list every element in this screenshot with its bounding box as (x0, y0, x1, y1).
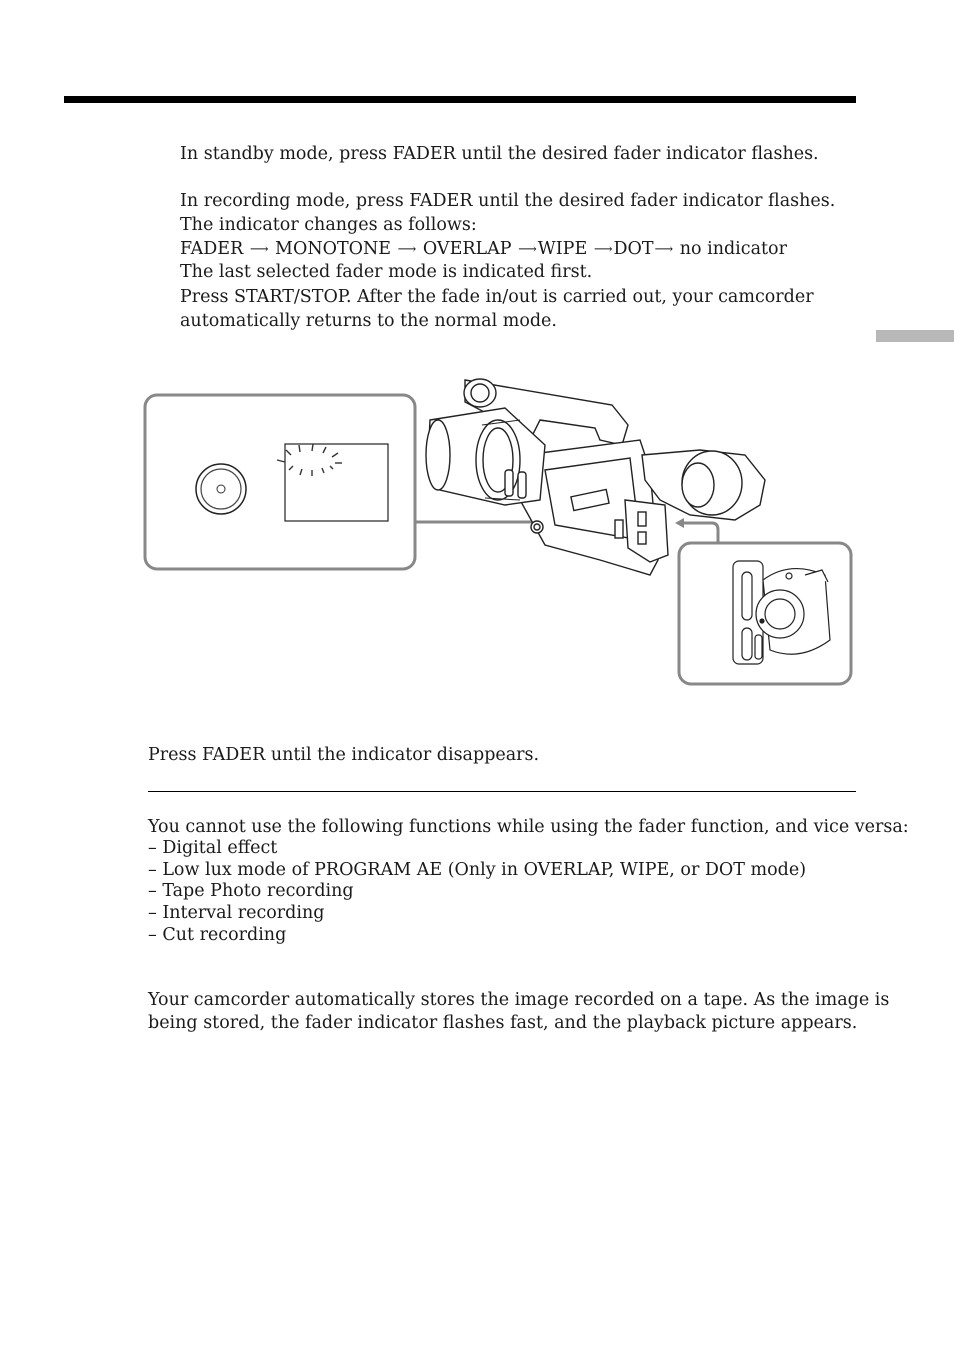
arrow-head-icon (675, 518, 684, 528)
arrow-icon: ⟶ (397, 242, 417, 257)
store-text-1: Your camcorder automatically stores the image recorded on a tape. As the image is (148, 990, 890, 1010)
store-text-2: being stored, the fader indicator flashes fast, and the playback picture appears. (148, 1013, 858, 1033)
note-item: – Interval recording (148, 903, 325, 923)
seq-fader: FADER (180, 239, 244, 259)
step-standby: In standby mode, press FADER until the desired fader indicator flashes. (180, 144, 819, 164)
notes-intro: You cannot use the following functions while using the fader function, and vice versa: (148, 817, 909, 837)
step-changes: The indicator changes as follows: (180, 215, 477, 235)
lcd-screen (285, 444, 388, 521)
fader-button-icon (196, 464, 246, 514)
note-item: – Digital effect (148, 838, 278, 858)
seq-dot: DOT (613, 239, 654, 259)
arrow-icon: ⟶ (654, 242, 674, 257)
mode-dial-icon (733, 561, 830, 664)
note-item: – Low lux mode of PROGRAM AE (Only in OVERLAP, WIPE, or DOT mode) (148, 860, 807, 880)
cancel-text: Press FADER until the indicator disappears. (148, 745, 540, 765)
step-press-start-1: Press START/STOP. After the fade in/out is carried out, your camcorder (180, 287, 814, 307)
seq-none: no indicator (679, 239, 787, 259)
arrow-icon: ⟶ (518, 242, 537, 257)
note-item: – Cut recording (148, 925, 287, 945)
seq-monotone: MONOTONE (275, 239, 392, 259)
arrow-icon: ⟶ (249, 242, 269, 257)
step-last-selected: The last selected fader mode is indicated first. (180, 262, 593, 282)
divider (148, 791, 856, 792)
seq-overlap: OVERLAP (422, 239, 512, 259)
arrow-icon: ⟶ (593, 242, 613, 257)
step-recording: In recording mode, press FADER until the desired fader indicator flashes. (180, 191, 836, 211)
step-press-start-2: automatically returns to the normal mode. (180, 311, 557, 331)
seq-wipe: WIPE (537, 239, 588, 259)
note-item: – Tape Photo recording (148, 881, 354, 901)
